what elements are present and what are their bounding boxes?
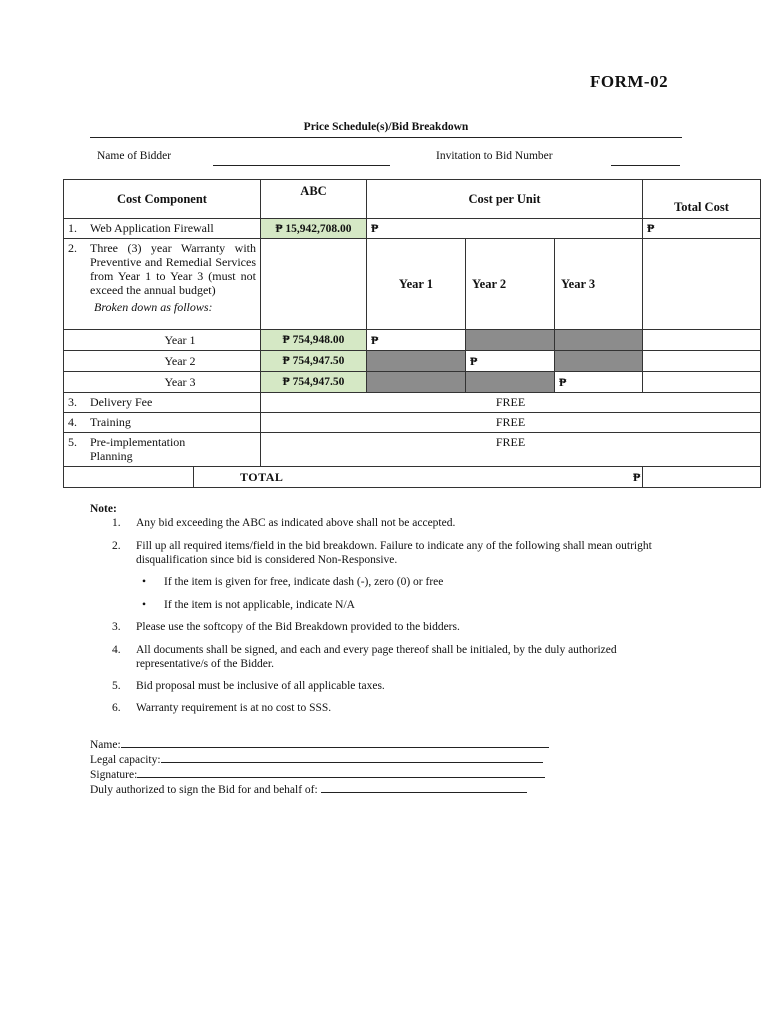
note-text: Please use the softcopy of the Bid Breakdown provided to the bidders.	[136, 621, 460, 633]
bid-breakdown-table	[63, 179, 761, 488]
notes-section	[90, 503, 690, 714]
item-number: 3.	[68, 395, 77, 409]
item-number: 4.	[68, 415, 77, 429]
shaded-cell	[555, 330, 643, 351]
shaded-cell	[367, 351, 466, 372]
note-text: Fill up all required items/field in the bid breakdown. Failure to indicate any of the following shall mean outright disqualification since bid is considered Non-Responsive.	[136, 540, 652, 566]
legal-capacity-field[interactable]	[161, 752, 543, 763]
note-number: 6.	[112, 702, 121, 714]
cost-per-unit-firewall[interactable]	[367, 219, 643, 239]
note-number: 1.	[112, 517, 121, 529]
abc-year-3: ₱ 754,947.50	[261, 372, 367, 393]
name-of-bidder-label: Name of Bidder	[97, 150, 172, 162]
header-year-2: Year 2	[466, 239, 555, 330]
item-warranty	[64, 239, 261, 330]
header-abc: ABC	[261, 180, 367, 219]
cost-year-1[interactable]	[367, 330, 466, 351]
peso-sign: ₱	[470, 353, 478, 368]
shaded-cell	[466, 372, 555, 393]
total-cost-firewall[interactable]	[643, 219, 761, 239]
item-label: Three (3) year Warranty with Preventive and Remedial Services from Year 1 to Year 3 (must not exceed the annual budget)	[90, 241, 256, 297]
note-number: 4.	[112, 644, 121, 656]
item-number: 2.	[68, 241, 77, 255]
item-pre-implementation-planning	[64, 433, 261, 467]
peso-sign: ₱	[371, 332, 379, 347]
note-text: If the item is given for free, indicate dash (-), zero (0) or free	[164, 576, 444, 588]
note-number: 5.	[112, 680, 121, 692]
header-total-cost: Total Cost	[643, 180, 761, 219]
item-label: Web Application Firewall	[90, 221, 214, 235]
grand-total-value[interactable]	[633, 467, 761, 488]
form-code: FORM-02	[590, 72, 669, 91]
shaded-cell	[466, 330, 555, 351]
abc-year-2: ₱ 754,947.50	[261, 351, 367, 372]
invitation-number-label: Invitation to Bid Number	[436, 150, 553, 162]
total-cost-year-1[interactable]	[643, 330, 761, 351]
authorized-label: Duly authorized to sign the Bid for and behalf of:	[90, 784, 318, 796]
invitation-number-field[interactable]	[611, 165, 680, 166]
document-title: Price Schedule(s)/Bid Breakdown	[303, 121, 469, 133]
signature-label: Signature:	[90, 769, 138, 781]
note-text: Warranty requirement is at no cost to SSS.	[136, 702, 332, 714]
header-cost-component: Cost Component	[64, 180, 261, 219]
name-label: Name:	[90, 739, 121, 751]
item-label: Training	[90, 415, 131, 429]
note-text: If the item is not applicable, indicate N/A	[164, 599, 355, 611]
peso-sign: ₱	[559, 374, 567, 389]
total-label: TOTAL	[194, 467, 643, 488]
item-web-application-firewall	[64, 219, 261, 239]
bullet-icon: •	[142, 599, 147, 611]
abc-warranty-empty	[261, 239, 367, 330]
cost-year-3[interactable]	[555, 372, 643, 393]
pre-implementation-value: FREE	[261, 433, 761, 467]
signature-block	[90, 737, 549, 797]
name-of-bidder-field[interactable]	[213, 165, 390, 166]
shaded-cell	[555, 351, 643, 372]
legal-capacity-label: Legal capacity:	[90, 754, 161, 766]
note-number: 3.	[112, 621, 121, 633]
item-number: 5.	[68, 435, 77, 449]
abc-year-1: ₱ 754,948.00	[261, 330, 367, 351]
total-cost-year-3[interactable]	[643, 372, 761, 393]
cost-year-2[interactable]	[466, 351, 555, 372]
training-value: FREE	[261, 413, 761, 433]
total-row-blank	[64, 467, 194, 488]
item-label: Pre-implementation Planning	[90, 435, 186, 463]
item-delivery-fee	[64, 393, 261, 413]
notes-title: Note:	[90, 503, 117, 515]
total-cost-year-2[interactable]	[643, 351, 761, 372]
header-cost-per-unit: Cost per Unit	[367, 180, 643, 219]
note-text: All documents shall be signed, and each and every page thereof shall be initialed, by the duly authorized representative/s of the Bidder.	[136, 644, 617, 670]
authorized-for-field[interactable]	[321, 782, 527, 793]
name-field[interactable]	[121, 737, 549, 748]
peso-sign: ₱	[371, 221, 379, 235]
item-training	[64, 413, 261, 433]
signature-field[interactable]	[137, 767, 545, 778]
note-text: Bid proposal must be inclusive of all applicable taxes.	[136, 680, 385, 692]
item-number: 1.	[68, 221, 77, 235]
broken-down-label: Broken down as follows:	[94, 300, 213, 314]
bullet-icon: •	[142, 576, 147, 588]
header-year-1: Year 1	[367, 239, 466, 330]
total-cost-warranty[interactable]	[643, 239, 761, 330]
peso-sign: ₱	[647, 221, 655, 235]
item-label: Delivery Fee	[90, 395, 153, 409]
header-year-3: Year 3	[555, 239, 643, 330]
warranty-year-2-label: Year 2	[64, 351, 261, 372]
note-number: 2.	[112, 540, 121, 552]
abc-web-application-firewall: ₱ 15,942,708.00	[261, 219, 367, 239]
note-text: Any bid exceeding the ABC as indicated above shall not be accepted.	[136, 517, 456, 529]
delivery-fee-value: FREE	[261, 393, 761, 413]
shaded-cell	[367, 372, 466, 393]
title-rule	[90, 137, 682, 138]
warranty-year-1-label: Year 1	[64, 330, 261, 351]
warranty-year-3-label: Year 3	[64, 372, 261, 393]
peso-sign: ₱	[633, 469, 641, 484]
